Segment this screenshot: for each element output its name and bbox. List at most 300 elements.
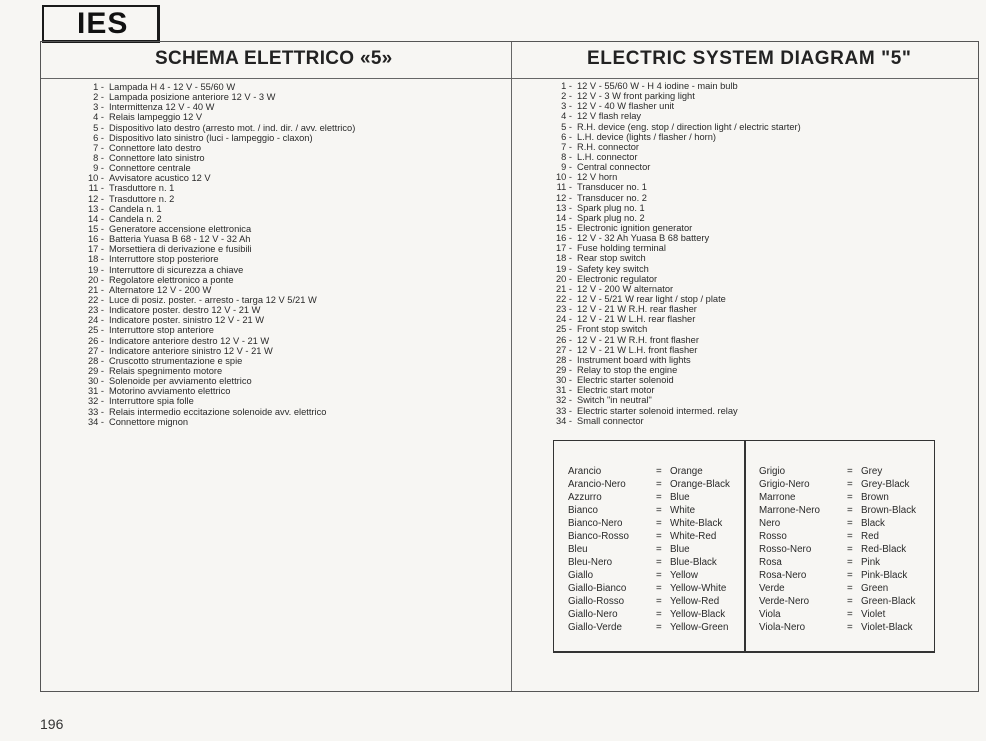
color-row (568, 504, 730, 517)
legend-item-number: 23 - (555, 304, 572, 315)
legend-item-number: 6 - (93, 132, 104, 143)
legend-item-number: 20 - (555, 273, 572, 284)
legend-item (548, 345, 801, 355)
legend-item-text: 12 V - 200 W alternator (577, 283, 674, 294)
section-tag: IES (42, 5, 160, 43)
legend-item-text: Lampada posizione anteriore 12 V - 3 W (109, 92, 276, 103)
color-italian: Rosa-Nero (759, 570, 807, 581)
color-row (759, 621, 916, 634)
legend-item (80, 376, 355, 386)
legend-item-number: 12 - (555, 192, 572, 203)
color-english: Red (861, 531, 879, 542)
legend-item-number: 1 - (93, 82, 104, 92)
legend-item (548, 365, 801, 375)
color-italian: Arancio (568, 466, 602, 477)
legend-item (80, 396, 355, 406)
legend-item (548, 203, 801, 213)
legend-item (80, 315, 355, 325)
color-italian: Giallo-Rosso (568, 596, 625, 607)
legend-item-number: 33 - (555, 405, 572, 416)
legend-item (80, 133, 355, 143)
legend-item (548, 142, 801, 152)
legend-item (548, 81, 801, 91)
legend-item-number: 5 - (93, 122, 104, 133)
legend-item (80, 285, 355, 295)
color-row (759, 491, 916, 504)
color-italian: Giallo (568, 570, 594, 581)
color-english: Orange-Black (670, 479, 730, 490)
legend-item-text: Generatore accensione elettronica (109, 223, 252, 234)
color-italian: Bianco-Nero (568, 518, 623, 529)
color-row (568, 569, 730, 582)
color-english: Orange (670, 466, 703, 477)
legend-italian (80, 82, 355, 427)
equals-sign: = (656, 557, 662, 568)
legend-item (80, 305, 355, 315)
legend-item-number: 28 - (87, 355, 104, 366)
legend-item-text: Indicatore anteriore sinistro 12 V - 21 W (109, 345, 273, 356)
legend-item-text: Transducer no. 1 (577, 182, 647, 193)
legend-item-number: 18 - (555, 253, 572, 264)
legend-item-text: 12 V - 32 Ah Yuasa B 68 battery (577, 233, 710, 244)
legend-item (80, 254, 355, 264)
equals-sign: = (656, 518, 662, 529)
legend-item-number: 28 - (555, 354, 572, 365)
equals-sign: = (656, 583, 662, 594)
legend-item-text: Transducer no. 2 (577, 192, 647, 203)
legend-item-text: Intermittenza 12 V - 40 W (109, 102, 215, 113)
color-english: White-Red (670, 531, 717, 542)
legend-item (80, 275, 355, 285)
color-italian: Rosa (759, 557, 782, 568)
color-italian: Nero (759, 518, 781, 529)
legend-item-text: Indicatore poster. destro 12 V - 21 W (109, 305, 261, 316)
legend-item (80, 346, 355, 356)
legend-item (548, 122, 801, 132)
legend-item (548, 172, 801, 182)
color-row (759, 582, 916, 595)
legend-item (548, 132, 801, 142)
legend-item-text: 12 V - 55/60 W - H 4 iodine - main bulb (577, 81, 738, 91)
equals-sign: = (656, 570, 662, 581)
color-english: Red-Black (861, 544, 907, 555)
color-row (568, 491, 730, 504)
legend-item-text: R.H. device (eng. stop / direction light / electric starter) (577, 121, 801, 132)
legend-item (80, 325, 355, 335)
color-italian: Grigio (759, 466, 786, 477)
color-italian: Grigio-Nero (759, 479, 810, 490)
legend-item-number: 22 - (87, 294, 104, 305)
color-italian: Bleu-Nero (568, 557, 613, 568)
legend-item (80, 336, 355, 346)
title-rule (41, 78, 978, 79)
color-english: Yellow (670, 570, 698, 581)
equals-sign: = (847, 505, 853, 516)
equals-sign: = (656, 544, 662, 555)
equals-sign: = (847, 518, 853, 529)
color-italian: Verde (759, 583, 785, 594)
color-italian: Viola (759, 609, 781, 620)
legend-item-text: R.H. connector (577, 141, 640, 152)
color-row (568, 556, 730, 569)
legend-item (80, 366, 355, 376)
legend-item-number: 10 - (87, 173, 104, 184)
equals-sign: = (847, 609, 853, 620)
color-row (759, 530, 916, 543)
legend-item-text: Instrument board with lights (577, 354, 691, 365)
legend-item (80, 234, 355, 244)
legend-item (548, 91, 801, 101)
color-english: Green (861, 583, 889, 594)
color-row (759, 608, 916, 621)
color-row (759, 478, 916, 491)
table-divider (744, 441, 746, 652)
color-italian: Marrone (759, 492, 796, 503)
legend-item-text: Relais lampeggio 12 V (109, 112, 203, 123)
color-english: Blue-Black (670, 557, 717, 568)
legend-item-number: 30 - (87, 376, 104, 387)
legend-item-number: 2 - (561, 91, 572, 102)
legend-item-number: 14 - (555, 212, 572, 223)
legend-item-text: Dispositivo lato sinistro (luci - lampeggio - claxon) (109, 132, 313, 143)
legend-item (80, 153, 355, 163)
legend-item (80, 244, 355, 254)
color-row (568, 465, 730, 478)
legend-item-number: 25 - (87, 325, 104, 336)
legend-item-text: Interruttore di sicurezza a chiave (109, 264, 244, 275)
color-row (759, 543, 916, 556)
equals-sign: = (847, 596, 853, 607)
legend-item-number: 31 - (87, 386, 104, 397)
legend-item (80, 82, 355, 92)
legend-item-number: 12 - (87, 193, 104, 204)
title-english: ELECTRIC SYSTEM DIAGRAM "5" (587, 48, 912, 69)
legend-item-text: Trasduttore n. 2 (109, 193, 175, 204)
legend-item-text: Candela n. 2 (109, 213, 162, 224)
color-english: Blue (670, 492, 690, 503)
legend-item (548, 375, 801, 385)
legend-item-text: Dispositivo lato destro (arresto mot. / ind. dir. / avv. elettrico) (109, 122, 356, 133)
legend-item-text: Luce di posiz. poster. - arresto - targa 12 V 5/21 W (109, 294, 317, 305)
legend-item-number: 14 - (87, 213, 104, 224)
legend-item-number: 7 - (93, 142, 104, 153)
equals-sign: = (656, 479, 662, 490)
legend-item-text: Safety key switch (577, 263, 649, 274)
legend-item-text: Batteria Yuasa B 68 - 12 V - 32 Ah (109, 234, 251, 245)
color-row (568, 595, 730, 608)
legend-item-number: 24 - (555, 314, 572, 325)
legend-item-number: 6 - (561, 131, 572, 142)
legend-item-text: Regolatore elettronico a ponte (109, 274, 234, 285)
legend-item-text: Central connector (577, 162, 651, 173)
legend-item-number: 26 - (87, 335, 104, 346)
legend-item (80, 295, 355, 305)
legend-item-number: 16 - (555, 233, 572, 244)
legend-item-number: 5 - (561, 121, 572, 132)
legend-item-number: 32 - (87, 396, 104, 407)
legend-item (548, 223, 801, 233)
legend-item-text: Electric start motor (577, 385, 655, 396)
legend-item-number: 20 - (87, 274, 104, 285)
color-english: White-Black (670, 518, 723, 529)
legend-item-number: 17 - (87, 244, 104, 255)
legend-item-number: 9 - (561, 162, 572, 173)
legend-item (548, 304, 801, 314)
color-italian: Viola-Nero (759, 622, 806, 633)
legend-item-number: 22 - (555, 293, 572, 304)
legend-item-text: Relais spegnimento motore (109, 365, 223, 376)
legend-item (80, 183, 355, 193)
legend-item (548, 264, 801, 274)
color-row (759, 595, 916, 608)
legend-item-number: 17 - (555, 243, 572, 254)
legend-item-number: 1 - (561, 81, 572, 91)
legend-item-text: Electronic regulator (577, 273, 658, 284)
legend-item-text: 12 V - 3 W front parking light (577, 91, 695, 102)
color-english: Pink-Black (861, 570, 908, 581)
equals-sign: = (847, 544, 853, 555)
legend-item (548, 182, 801, 192)
color-english: Blue (670, 544, 690, 555)
equals-sign: = (847, 557, 853, 568)
legend-item-text: Connettore centrale (109, 163, 191, 174)
legend-item (80, 92, 355, 102)
equals-sign: = (847, 622, 853, 633)
wire-color-table (553, 440, 935, 653)
equals-sign: = (847, 570, 853, 581)
legend-item (80, 214, 355, 224)
color-english: Green-Black (861, 596, 916, 607)
legend-item-text: Front stop switch (577, 324, 648, 335)
legend-item (548, 111, 801, 121)
color-english: Yellow-Green (670, 622, 729, 633)
legend-item-text: 12 V - 21 W L.H. front flasher (577, 344, 698, 355)
legend-item-text: Interruttore stop anteriore (109, 325, 214, 336)
color-italian: Arancio-Nero (568, 479, 626, 490)
legend-item-number: 15 - (555, 222, 572, 233)
color-row (568, 517, 730, 530)
equals-sign: = (656, 505, 662, 516)
color-italian: Bianco-Rosso (568, 531, 629, 542)
color-row (759, 504, 916, 517)
legend-item (548, 324, 801, 334)
legend-item-text: Rear stop switch (577, 253, 646, 264)
legend-item-text: Spark plug no. 1 (577, 202, 645, 213)
legend-item (548, 274, 801, 284)
legend-item (548, 416, 801, 426)
equals-sign: = (656, 466, 662, 477)
legend-item-number: 8 - (561, 151, 572, 162)
color-row (759, 517, 916, 530)
legend-item-text: Motorino avviamento elettrico (109, 386, 231, 397)
legend-item (80, 407, 355, 417)
legend-item-text: Electric starter solenoid intermed. relay (577, 405, 738, 416)
color-italian: Giallo-Nero (568, 609, 618, 620)
legend-item-text: Cruscotto strumentazione e spie (109, 355, 243, 366)
legend-item-text: Interruttore spia folle (109, 396, 194, 407)
legend-item (548, 284, 801, 294)
legend-item-number: 26 - (555, 334, 572, 345)
legend-item (548, 152, 801, 162)
legend-item (80, 123, 355, 133)
legend-item-number: 8 - (93, 152, 104, 163)
legend-item (548, 193, 801, 203)
legend-item (80, 112, 355, 122)
legend-item-text: Indicatore poster. sinistro 12 V - 21 W (109, 315, 265, 326)
legend-item-number: 3 - (93, 102, 104, 113)
legend-item-number: 4 - (561, 111, 572, 122)
legend-english (548, 81, 801, 426)
legend-item-number: 23 - (87, 305, 104, 316)
legend-item-number: 13 - (555, 202, 572, 213)
color-row (759, 465, 916, 478)
legend-item-number: 2 - (93, 92, 104, 103)
color-english: Pink (861, 557, 881, 568)
legend-item (548, 101, 801, 111)
legend-item (80, 194, 355, 204)
color-row (568, 582, 730, 595)
equals-sign: = (656, 622, 662, 633)
color-english: Violet-Black (861, 622, 913, 633)
equals-sign: = (847, 531, 853, 542)
legend-item (80, 356, 355, 366)
legend-item (80, 163, 355, 173)
color-row (759, 556, 916, 569)
legend-item (548, 314, 801, 324)
color-english: Yellow-Red (670, 596, 720, 607)
legend-item-number: 19 - (87, 264, 104, 275)
legend-item-number: 9 - (93, 163, 104, 174)
color-english: Yellow-White (670, 583, 727, 594)
legend-item (548, 385, 801, 395)
legend-item-number: 21 - (555, 283, 572, 294)
legend-item-number: 11 - (556, 182, 572, 193)
legend-item-text: Connettore lato destro (109, 142, 201, 153)
color-english: Brown-Black (861, 505, 916, 516)
color-italian: Verde-Nero (759, 596, 810, 607)
legend-item-number: 7 - (561, 141, 572, 152)
legend-item (548, 243, 801, 253)
wire-colors-left (568, 465, 730, 634)
legend-item-number: 29 - (87, 365, 104, 376)
legend-item-number: 27 - (555, 344, 572, 355)
legend-item-text: Fuse holding terminal (577, 243, 666, 254)
legend-item (80, 224, 355, 234)
color-row (568, 621, 730, 634)
legend-item-text: L.H. device (lights / flasher / horn) (577, 131, 716, 142)
legend-item-text: Morsettiera di derivazione e fusibili (109, 244, 252, 255)
color-english: Yellow-Black (670, 609, 726, 620)
legend-item (80, 102, 355, 112)
legend-item-number: 24 - (87, 315, 104, 326)
legend-item-text: Switch "in neutral" (577, 395, 652, 406)
legend-item-number: 31 - (555, 385, 572, 396)
equals-sign: = (847, 492, 853, 503)
title-italian: SCHEMA ELETTRICO «5» (155, 48, 393, 69)
legend-item-text: Relay to stop the engine (577, 364, 678, 375)
legend-item (548, 335, 801, 345)
legend-item-text: Relais intermedio eccitazione solenoide avv. elettrico (109, 406, 327, 417)
legend-item-number: 18 - (87, 254, 104, 265)
equals-sign: = (656, 609, 662, 620)
color-english: White (670, 505, 696, 516)
legend-item-text: Candela n. 1 (109, 203, 162, 214)
equals-sign: = (656, 492, 662, 503)
color-italian: Rosso (759, 531, 787, 542)
legend-item-number: 4 - (93, 112, 104, 123)
color-row (568, 608, 730, 621)
color-english: Violet (861, 609, 886, 620)
legend-item-text: 12 V - 40 W flasher unit (577, 101, 675, 112)
legend-item (548, 162, 801, 172)
legend-item-text: Electric starter solenoid (577, 375, 674, 386)
column-divider (511, 42, 512, 691)
legend-item (548, 253, 801, 263)
legend-item (80, 204, 355, 214)
legend-item-text: Avvisatore acustico 12 V (109, 173, 211, 184)
legend-item-text: 12 V - 21 W R.H. front flasher (577, 334, 699, 345)
legend-item-number: 25 - (555, 324, 572, 335)
equals-sign: = (847, 466, 853, 477)
legend-item (548, 213, 801, 223)
legend-item (80, 265, 355, 275)
legend-item-text: Lampada H 4 - 12 V - 55/60 W (109, 82, 236, 92)
legend-item-text: Indicatore anteriore destro 12 V - 21 W (109, 335, 270, 346)
legend-item-text: Connettore mignon (109, 416, 189, 427)
color-row (759, 569, 916, 582)
wire-colors-right (759, 465, 916, 634)
legend-item-number: 13 - (87, 203, 104, 214)
color-english: Black (861, 518, 885, 529)
color-italian: Rosso-Nero (759, 544, 812, 555)
color-italian: Giallo-Verde (568, 622, 622, 633)
legend-item-number: 27 - (87, 345, 104, 356)
legend-item-text: 12 V - 5/21 W rear light / stop / plate (577, 293, 726, 304)
legend-item-number: 33 - (87, 406, 104, 417)
legend-item-number: 15 - (87, 223, 104, 234)
legend-item-text: 12 V flash relay (577, 111, 642, 122)
color-english: Grey (861, 466, 883, 477)
legend-item-number: 3 - (561, 101, 572, 112)
legend-item (548, 395, 801, 405)
legend-item-number: 21 - (87, 284, 104, 295)
legend-item-text: 12 V - 21 W R.H. rear flasher (577, 304, 697, 315)
color-row (568, 543, 730, 556)
legend-item-number: 30 - (555, 375, 572, 386)
legend-item (80, 386, 355, 396)
color-italian: Giallo-Bianco (568, 583, 627, 594)
color-english: Grey-Black (861, 479, 910, 490)
legend-item (80, 417, 355, 427)
legend-item-number: 34 - (555, 415, 572, 426)
legend-item-text: L.H. connector (577, 151, 638, 162)
legend-item (548, 406, 801, 416)
color-italian: Azzurro (568, 492, 602, 503)
page-number: 196 (40, 716, 64, 732)
color-row (568, 478, 730, 491)
color-english: Brown (861, 492, 889, 503)
color-row (568, 530, 730, 543)
legend-item-text: 12 V - 21 W L.H. rear flasher (577, 314, 696, 325)
legend-item (80, 173, 355, 183)
legend-item-text: Alternatore 12 V - 200 W (109, 284, 212, 295)
color-italian: Marrone-Nero (759, 505, 820, 516)
legend-item (548, 294, 801, 304)
equals-sign: = (656, 531, 662, 542)
legend-item (548, 355, 801, 365)
equals-sign: = (656, 596, 662, 607)
color-italian: Bleu (568, 544, 588, 555)
